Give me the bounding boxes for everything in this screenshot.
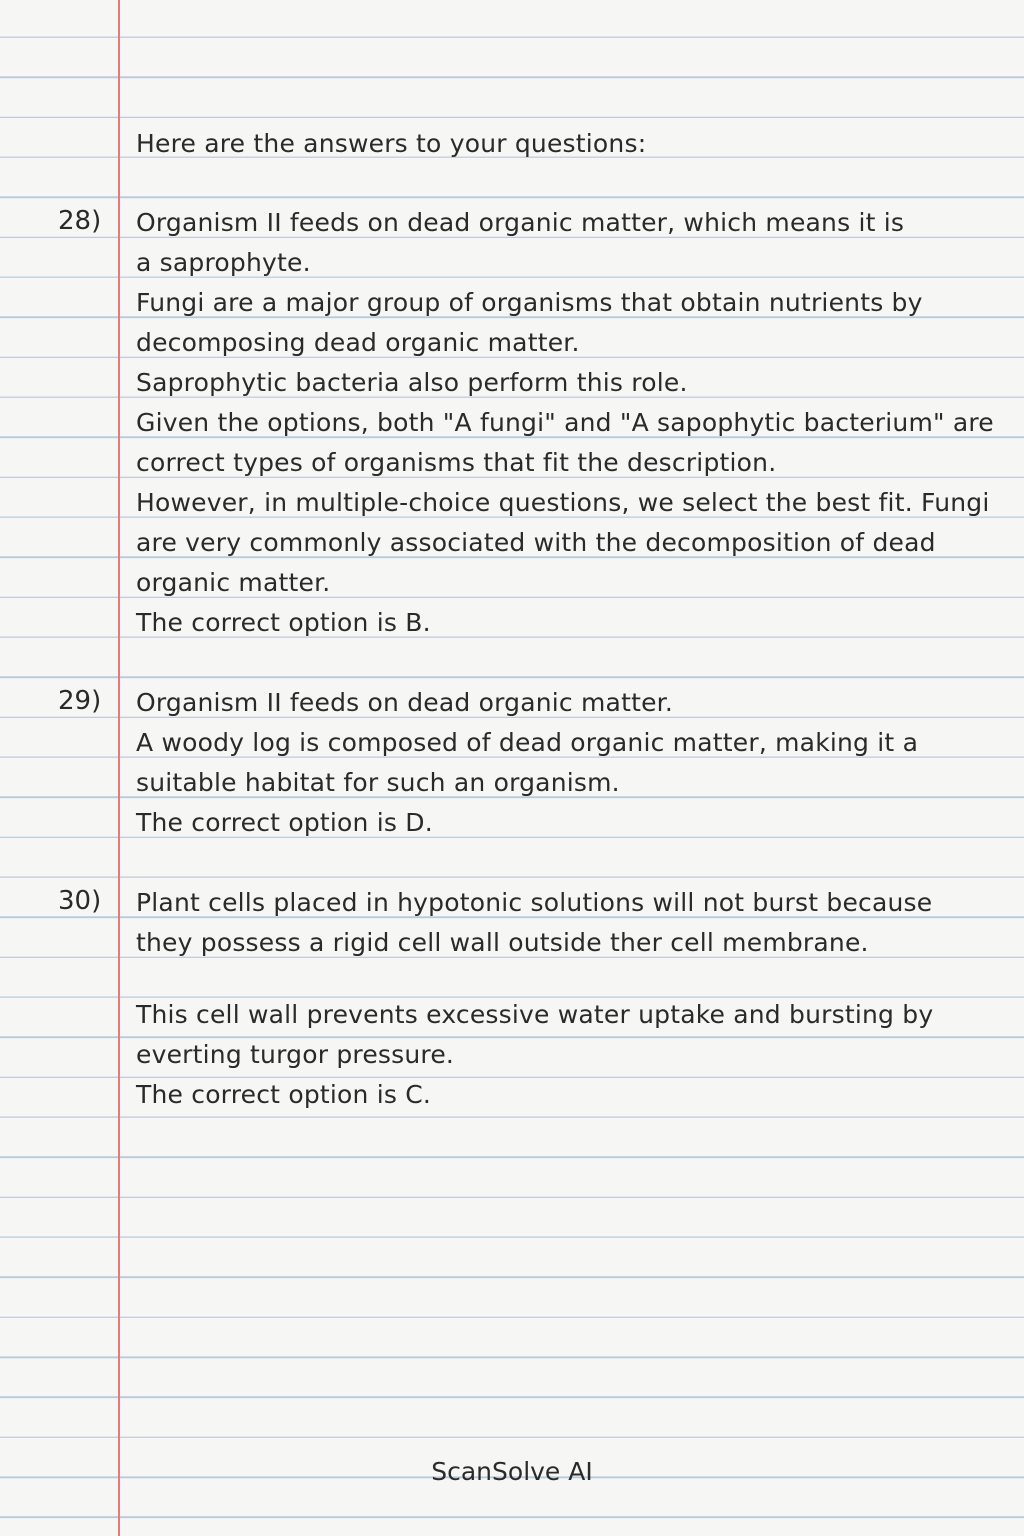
intro-line: Here are the answers to your questions: (136, 129, 647, 158)
answer-line: Saprophytic bacteria also perform this role. (136, 368, 688, 397)
answer-line: However, in multiple-choice questions, we select the best fit. Fungi (136, 488, 990, 517)
answer-line: Organism II feeds on dead organic matter, which means it is (136, 208, 905, 237)
answer-line: Fungi are a major group of organisms that obtain nutrients by (136, 288, 923, 317)
answer-line: This cell wall prevents excessive water uptake and bursting by (136, 1000, 934, 1029)
question-number-28: 28) (58, 206, 102, 236)
correct-option-line: The correct option is C. (136, 1080, 432, 1109)
answer-line: correct types of organisms that fit the description. (136, 448, 777, 477)
answer-line: Plant cells placed in hypotonic solutions will not burst because (136, 888, 933, 917)
answer-line: A woody log is composed of dead organic matter, making it a (136, 728, 919, 757)
margin-line (118, 0, 120, 1536)
correct-option-line: The correct option is B. (136, 608, 431, 637)
question-number-30: 30) (58, 886, 102, 916)
answer-line: suitable habitat for such an organism. (136, 768, 620, 797)
correct-option-line: The correct option is D. (136, 808, 433, 837)
answer-line: decomposing dead organic matter. (136, 328, 580, 357)
answer-line: they possess a rigid cell wall outside ther cell membrane. (136, 928, 869, 957)
question-number-29: 29) (58, 686, 102, 716)
answer-line: Given the options, both "A fungi" and "A sapophytic bacterium" are (136, 408, 994, 437)
answer-line: everting turgor pressure. (136, 1040, 455, 1069)
answer-line: are very commonly associated with the decomposition of dead (136, 528, 936, 557)
footer-brand: ScanSolve AI (431, 1457, 593, 1486)
answer-line: Organism II feeds on dead organic matter. (136, 688, 673, 717)
answer-line: a saprophyte. (136, 248, 311, 277)
answer-line: organic matter. (136, 568, 331, 597)
